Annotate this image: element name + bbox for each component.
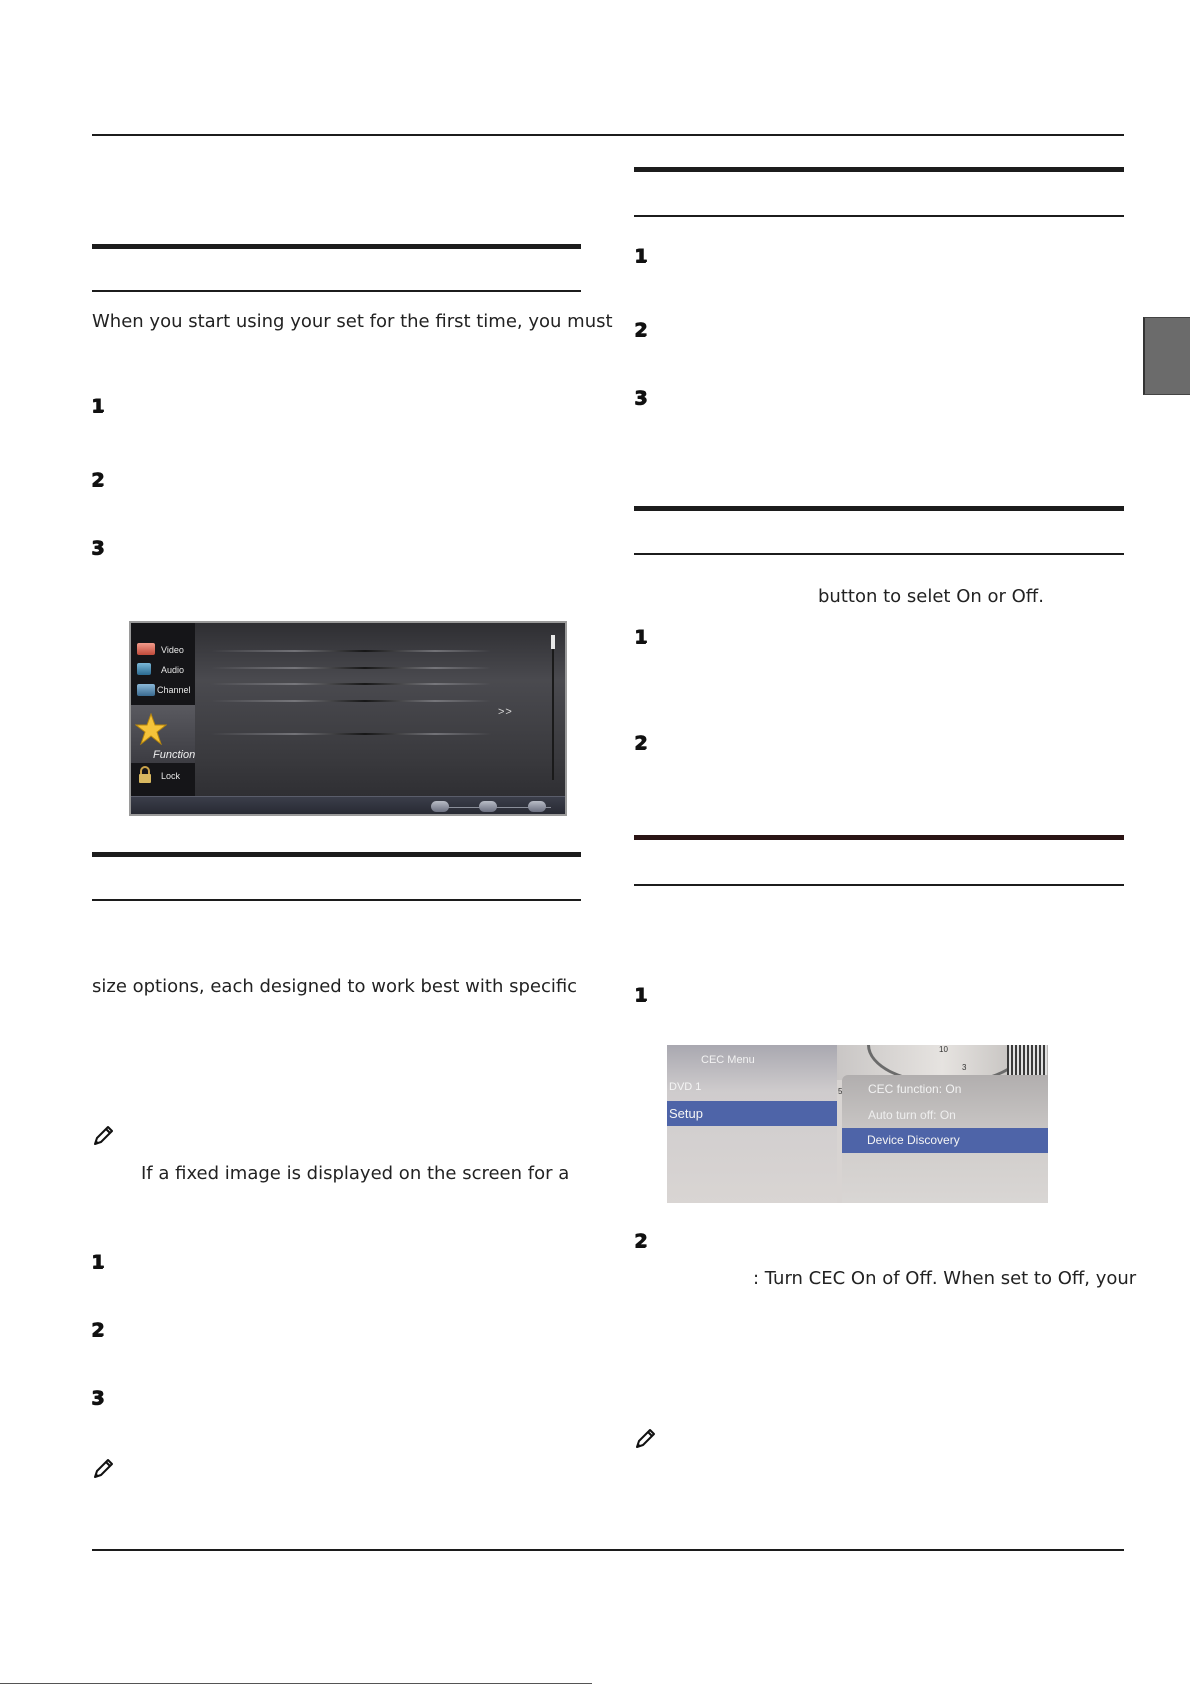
- star-icon: [135, 713, 167, 745]
- osd-row-divider: [211, 683, 491, 685]
- step-number: 3: [634, 387, 648, 409]
- step-number: 1: [634, 984, 648, 1006]
- video-icon: [137, 643, 155, 655]
- bottom-rule: [92, 1549, 1124, 1551]
- cec-bg-number: 10: [939, 1045, 948, 1054]
- section-rule-thick: [634, 167, 1124, 172]
- section-rule-thin: [634, 884, 1124, 886]
- lock-icon: [137, 766, 153, 784]
- osd-row-divider: [211, 667, 491, 669]
- osd-arrow: >>: [498, 706, 513, 718]
- section-rule-thin: [634, 553, 1124, 555]
- osd-item-audio: Audio: [161, 665, 185, 675]
- note-pencil-icon: [92, 1456, 116, 1480]
- audio-icon: [137, 663, 151, 675]
- cec-source-item: DVD 1: [669, 1081, 702, 1093]
- osd-function-label: Function: [153, 749, 196, 761]
- section-rule-thick: [634, 506, 1124, 511]
- cec-menu-title: CEC Menu: [701, 1054, 755, 1066]
- osd-row-divider: [211, 700, 491, 702]
- osd-scroll-thumb: [551, 635, 555, 649]
- osd-nav-button: [528, 801, 546, 812]
- step-number: 1: [91, 1251, 105, 1273]
- step-number: 1: [91, 395, 105, 417]
- osd-scrollbar: [552, 635, 554, 780]
- section-rule-thin: [92, 290, 581, 292]
- cec-bg-number: 3: [962, 1063, 967, 1072]
- note-text: If a fixed image is displayed on the screen for a: [141, 1163, 570, 1184]
- channel-icon: [137, 684, 155, 696]
- footer-rule: [0, 1683, 592, 1684]
- osd-item-channel: Channel: [157, 685, 191, 695]
- cec-option-discovery: Device Discovery: [867, 1133, 960, 1147]
- step-number: 2: [91, 1319, 105, 1341]
- cec-bg-number: 5: [838, 1087, 843, 1096]
- section-rule-thick: [92, 852, 581, 857]
- step-number: 1: [634, 245, 648, 267]
- osd-item-lock: Lock: [161, 771, 181, 781]
- step-number: 2: [634, 732, 648, 754]
- cec-option-auto-off: Auto turn off: On: [868, 1108, 956, 1122]
- section-rule-thin: [92, 899, 581, 901]
- step-number: 1: [634, 626, 648, 648]
- osd-row-divider: [211, 733, 491, 735]
- step-number: 3: [91, 537, 105, 559]
- osd-bottom-bar: [131, 796, 567, 816]
- cec-function-text: : Turn CEC On of Off. When set to Off, your: [753, 1268, 1137, 1289]
- osd-item-function: [131, 705, 195, 763]
- section-rule-thick: [634, 835, 1124, 840]
- cec-menu-screenshot: [667, 1045, 1048, 1203]
- step-number: 2: [634, 1230, 648, 1252]
- osd-menu-screenshot: [129, 621, 567, 816]
- osd-item-video: Video: [161, 645, 184, 655]
- note-pencil-icon: [92, 1123, 116, 1147]
- on-off-text: button to selet On or Off.: [818, 586, 1044, 607]
- intro-text: When you start using your set for the first time, you must: [92, 311, 613, 332]
- osd-row-divider: [211, 650, 491, 652]
- step-number: 2: [634, 319, 648, 341]
- chapter-tab: [1143, 317, 1190, 395]
- step-number: 2: [91, 469, 105, 491]
- step-number: 3: [91, 1387, 105, 1409]
- section-rule-thick: [92, 244, 581, 249]
- top-rule: [92, 134, 1124, 136]
- osd-nav-button: [431, 801, 449, 812]
- size-options-text: size options, each designed to work best with specific: [92, 976, 578, 997]
- cec-option-function: CEC function: On: [868, 1082, 962, 1096]
- osd-nav-button: [479, 801, 497, 812]
- cec-setup-item: Setup: [669, 1106, 703, 1121]
- note-pencil-icon: [634, 1426, 658, 1450]
- section-rule-thin: [634, 215, 1124, 217]
- cec-background-stripes: [1007, 1045, 1047, 1075]
